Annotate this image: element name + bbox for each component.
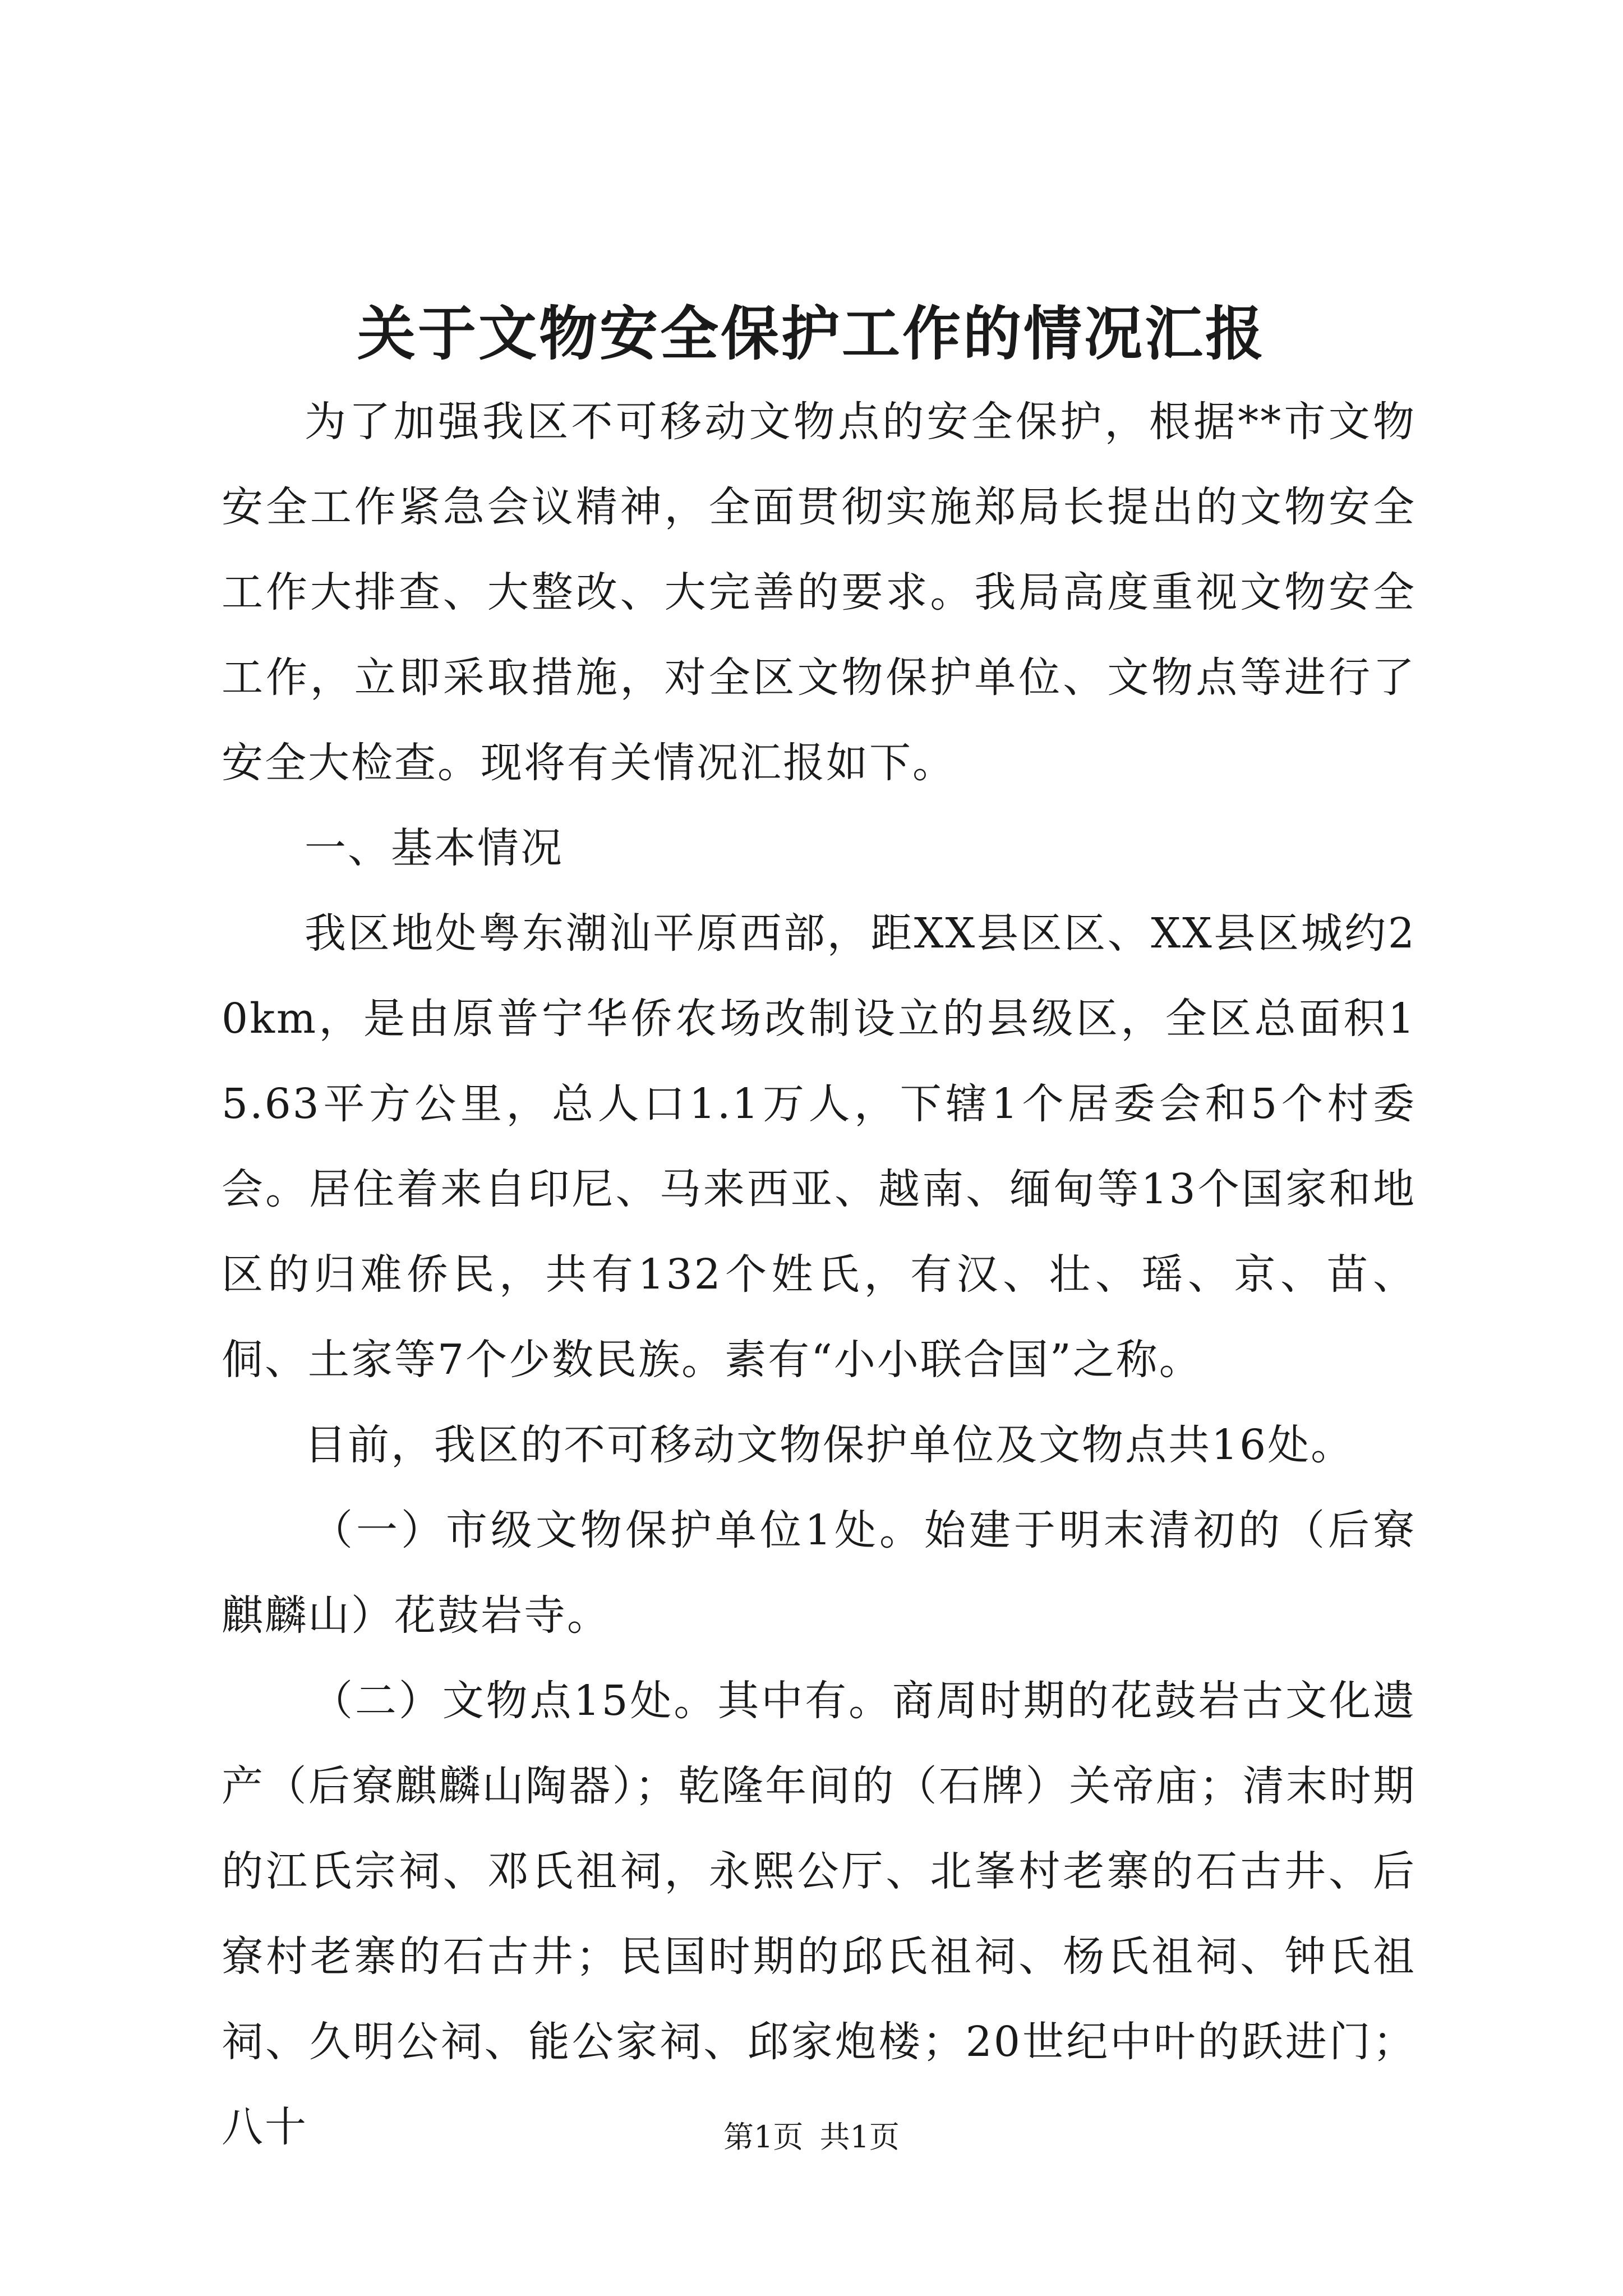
page-number: 第1页 — [723, 2119, 804, 2155]
list-item-relic-sites: （二）文物点15处。其中有。商周时期的花鼓岩古文化遗产（后寮麒麟山陶器）；乾隆年间的（石牌）关帝庙；清末时期的江氏宗祠、邓氏祖祠，永熙公厅、北峯村老寨的石古井、后寮村老寨的石古井；民国时期的邱氏祖祠、杨氏祖祠、钟氏祖祠、久明公祠、能公家祠、邱家炮楼；20世纪中叶的跃进门；八十 — [222, 1677, 1416, 2151]
page-footer — [0, 2115, 1623, 2160]
list-item-city-level: （一）市级文物保护单位1处。始建于明末清初的（后寮麒麟山）花鼓岩寺。 — [222, 1506, 1416, 1640]
document-title: 关于文物安全保护工作的情况汇报 — [357, 299, 1266, 368]
page-total: 共1页 — [819, 2119, 900, 2155]
count-paragraph: 目前，我区的不可移动文物保护单位及文物点共16处。 — [305, 1421, 1354, 1469]
location-paragraph: 我区地处粤东潮汕平原西部，距XX县区区、XX县区城约20km，是由原普宁华侨农场改制设立的县级区，全区总面积15.63平方公里，总人口1.1万人，下辖1个居委会和5个村委会。居住着来自印尼、马来西亚、越南、缅甸等13个国家和地区的归难侨民，共有132个姓氏，有汉、壮、瑶、京、苗、侗、土家等7个少数民族。素有“小小联合国”之称。 — [222, 909, 1416, 1384]
document-body — [222, 379, 1416, 2170]
intro-paragraph: 为了加强我区不可移动文物点的安全保护，根据**市文物安全工作紧急会议精神，全面贯彻实施郑局长提出的文物安全工作大排查、大整改、大完善的要求。我局高度重视文物安全工作，立即采取措施，对全区文物保护单位、文物点等进行了安全大检查。现将有关情况汇报如下。 — [222, 398, 1416, 787]
section-heading-basic-info: 一、基本情况 — [305, 824, 564, 872]
